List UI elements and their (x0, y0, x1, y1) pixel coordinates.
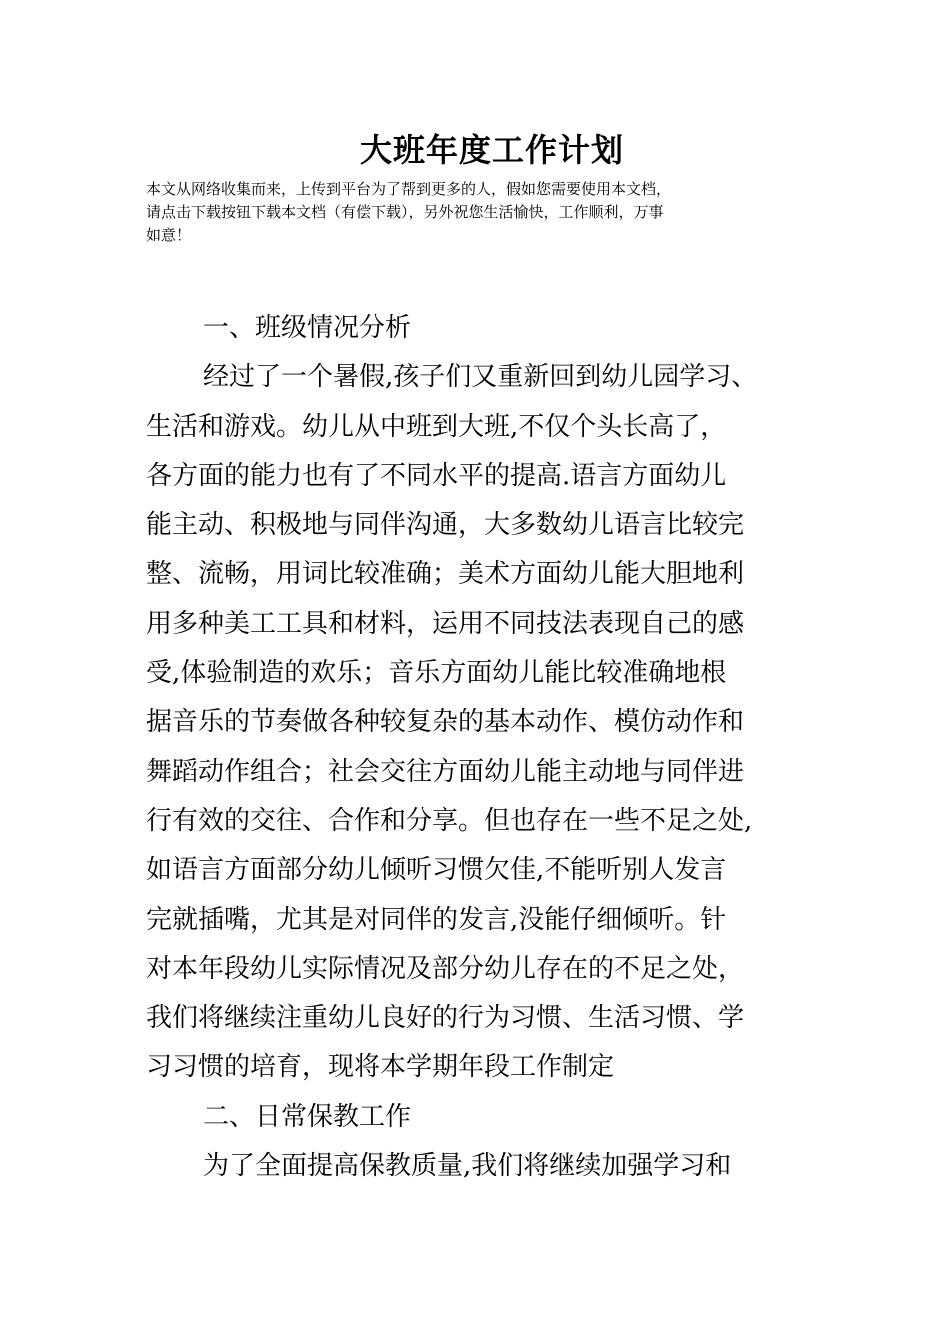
body-text-line: 对本年段幼儿实际情况及部分幼儿存在的不足之处， (146, 953, 745, 984)
section-heading-daily-care: 二、日常保教工作 (203, 1101, 412, 1132)
notice-line: 请点击下载按钮下载本文档（有偿下载），另外祝您生活愉快，工作顺利，万事 (146, 203, 664, 221)
body-text-line: 据音乐的节奏做各种较复杂的基本动作、模仿动作和 (146, 707, 745, 738)
body-text-line: 为了全面提高保教质量,我们将继续加强学习和 (203, 1151, 732, 1182)
body-text-line: 受,体验制造的欢乐；音乐方面幼儿能比较准确地根 (146, 658, 727, 689)
notice-line: 本文从网络收集而来，上传到平台为了帮到更多的人，假如您需要使用本文档， (146, 180, 672, 198)
download-notice (146, 178, 826, 247)
body-text-line: 能主动、积极地与同伴沟通，大多数幼儿语言比较完 (146, 510, 745, 541)
document-body (146, 304, 826, 1191)
body-text-line: 经过了一个暑假,孩子们又重新回到幼儿园学习、 (203, 362, 758, 393)
document-title: 大班年度工作计划 (359, 131, 624, 169)
section-heading-class-analysis: 一、班级情况分析 (203, 313, 412, 343)
body-text-line: 习习惯的培育，现将本学期年段工作制定 (146, 1052, 615, 1083)
body-text-line: 用多种美工工具和材料，运用不同技法表现自己的感 (146, 608, 745, 639)
body-text-line: 行有效的交往、合作和分享。但也存在一些不足之处, (146, 805, 753, 836)
body-text-line: 生活和游戏。幼儿从中班到大班,不仅个头长高了， (146, 411, 727, 442)
body-text-line: 舞蹈动作组合；社会交往方面幼儿能主动地与同伴进 (146, 756, 745, 787)
notice-line: 如意！ (146, 226, 192, 244)
body-text-line: 我们将继续注重幼儿良好的行为习惯、生活习惯、学 (146, 1003, 745, 1034)
body-text-line: 整、流畅，用词比较准确；美术方面幼儿能大胆地利 (146, 559, 745, 590)
body-text-line: 如语言方面部分幼儿倾听习惯欠佳,不能听别人发言 (146, 855, 727, 886)
body-text-line: 各方面的能力也有了不同水平的提高.语言方面幼儿 (146, 460, 727, 491)
body-text-line: 完就插嘴，尤其是对同伴的发言,没能仔细倾听。针 (146, 904, 727, 935)
